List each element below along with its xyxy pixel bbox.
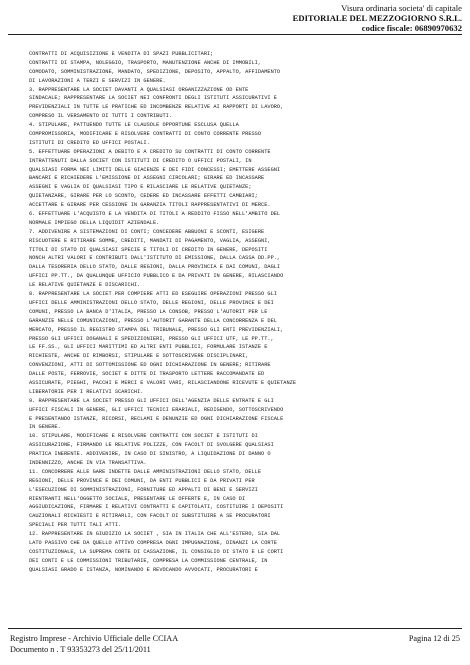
body-line: GARANZIE NELLE COMUNICAZIONI, PRESSO L'AUTORIT GARANTE DELLA CONCORRENZA E DEL xyxy=(29,317,277,324)
body-line: E PRESENTANDO ISTANZE, RICORSI, RECLAMI E DENUNZIE ED OGNI DICHIARAZIONE FISCALE xyxy=(29,415,284,422)
body-line: IN GENERE. xyxy=(29,424,61,431)
body-line: UFFICI DELLE AMMINISTRAZIONI DELLO STATO, DELLE REGIONI, DELLE PROVINCE E DEI xyxy=(29,299,274,306)
body-line: CONTRATTI DI STAMPA, NOLEGGIO, TRASPORTO, MANUTENZIONE ANCHE DI IMMOBILI, xyxy=(29,59,262,66)
body-line: RIENTRANTI NELL'OGGETTO SOCIALE, PRESENTARE LE OFFERTE E, IN CASO DI xyxy=(29,495,246,502)
body-line: QUALSIASI GRADO E ISTANZA, NOMINANDO E REVOCANDO AVVOCATI, PROCURATORI E xyxy=(29,566,258,573)
body-line: DI LAVORAZIONI A TERZI E SERVIZI IN GENERE. xyxy=(29,77,166,84)
body-line: RICHIESTE, ANCHE DI RIMBORSI, STIPULARE E SOTTOSCRIVERE DISCIPLINARI, xyxy=(29,353,249,360)
body-line: LIBERATORIE PER I RELATIVI SCARICHI. xyxy=(29,388,144,395)
fiscal-code: codice fiscale: 06890970632 xyxy=(361,23,462,33)
body-line: COMPRESO IL VERSAMENTO DI TUTTI I CONTRIBUTI. xyxy=(29,113,173,120)
body-line: 6. EFFETTUARE L'ACQUISTO E LA VENDITA DI TITOLI A REDDITO FISSO NELL'AMBITO DEL xyxy=(29,211,281,218)
body-line: CONVENZIONI, ATTI DI SOTTOMISSIONE ED OGNI DICHIARAZIONE IN GENERE; RITIRARE xyxy=(29,362,271,369)
body-line: 7. ADDIVENIRE A SISTEMAZIONI DI CONTI; CONCEDERE ABBUONI E SCONTI, ESIGERE xyxy=(29,228,265,235)
body-line: 3. RAPPRESENTARE LA SOCIET DAVANTI A QUALSIASI ORGANIZZAZIONE OD ENTE xyxy=(29,86,249,93)
body-line: UFFICI PP.TT., DA QUALUNQUE UFFICIO PUBBLICO E DA PRIVATI IN GENERE, RILASCIANDO xyxy=(29,273,284,280)
body-line: 4. STIPULARE, PATTUENDO TUTTE LE CLAUSOLE OPPORTUNE ESCLUSA QUELLA xyxy=(29,122,239,129)
body-line: SINDACALE; RAPPRESENTARE LA SOCIET NEI CONFRONTI DEGLI ISTITUTI ASSICURATIVI E xyxy=(29,95,277,102)
header-divider xyxy=(8,34,462,35)
body-line: L'ESECUZIONE DI SOMMINISTRAZIONI, FORNITURE ED APPALTI DI BENI E SERVIZI xyxy=(29,486,258,493)
body-line: 10. STIPULARE, MODIFICARE E RISOLVERE CONTRATTI CON SOCIET E ISTITUTI DI xyxy=(29,433,258,440)
document-type: Visura ordinaria societa' di capitale xyxy=(341,3,462,13)
body-line: ACCETTARE E GIRARE PER CESSIONE IN GARANZIA TITOLI RAPPRESENTATIVI DI MERCE. xyxy=(29,202,271,209)
body-line: PRATICA INERENTE. ADDIVENIRE, IN CASO DI SINISTRO, A LIQUIDAZIONE DI DANNO O xyxy=(29,451,271,458)
body-line: DALLA TESORERIA DELLO STATO, DALLE REGIONI, DALLA PROVINCIA E DAI COMUNI, DAGLI xyxy=(29,264,281,271)
body-line: CONTRATTI DI ACQUISIZIONE E VENDITA DI SPAZI PUBBLICITARI; xyxy=(29,51,214,57)
body-line: UFFICI FISCALI IN GENERE, GLI UFFICI TECNICI ERARIALI, REDIGENDO, SOTTOSCRIVENDO xyxy=(29,406,284,413)
body-line: RISCUOTERE E RITIRARE SOMME, CREDITI, MANDATI DI PAGAMENTO, VAGLIA, ASSEGNI, xyxy=(29,237,271,244)
body-line: ASSEGNI E VAGLIA DI QUALSIASI TIPO E RILASCIARE LE RELATIVE QUIETANZE; xyxy=(29,184,252,191)
body-line: COMPROMISSORIA, MODIFICARE E RISOLVERE CONTRATTI DI CONTO CORRENTE PRESSO xyxy=(29,131,262,138)
body-line: REGIONI, DELLE PROVINCE E DEI COMUNI, DA ENTI PUBBLICI E DA PRIVATI PER xyxy=(29,477,255,484)
body-line: AGGIUDICAZIONE, FIRMARE I RELATIVI CONTRATTI E CAPITOLATI, COSTITUIRE I DEPOSITI xyxy=(29,504,284,511)
body-line: CAUZIONALI RICHIESTI E RITIRARLI, CON FACOLT DI SUBSTITUIRE A SE PROCURATORI xyxy=(29,513,271,520)
body-line: LE FF.SS., GLI UFFICI MARITTIMI ED ALTRI ENTI PUBBLICI, FORMULARE ISTANZE E xyxy=(29,344,268,351)
registry-label: Registro Imprese - Archivio Ufficiale delle CCIAA xyxy=(10,634,179,643)
body-line: INDENNIZZO, ANCHE IN VIA TRANSATTIVA. xyxy=(29,459,147,466)
body-line: COMUNI, PRESSO LA BANCA D'ITALIA, PRESSO LA CONSOB, PRESSO L'AUTORIT PER LE xyxy=(29,308,268,315)
body-line: NORMALE IMPIEGO DELLA LIQUIDIT AZIENDALE. xyxy=(29,219,160,226)
document-number: Documento n . T 93353273 del 25/11/2011 xyxy=(10,645,151,654)
body-line: PRESSO GLI UFFICI DOGANALI E SPEDIZIONIERI, PRESSO GLI UFFICI UTF, LE PP.TT., xyxy=(29,335,274,342)
body-line: ASSICURATE, PIEGHI, PACCHI E MERCI E VALORI VARI, RILASCIANDONE RICEVUTE E QUIETANZE xyxy=(29,379,297,386)
footer-left xyxy=(10,633,178,655)
footer-divider xyxy=(8,628,462,629)
footer-right xyxy=(409,633,460,644)
company-name: EDITORIALE DEL MEZZOGIORNO S.R.L. xyxy=(292,13,462,23)
body-line: 5. EFFETTUARE OPERAZIONI A DEBITO E A CREDITO SU CONTRATTI DI CONTO CORRENTE xyxy=(29,148,271,155)
page-header xyxy=(293,3,462,33)
body-line: 8. RAPPRESENTARE LA SOCIET PER COMPIERE ATTI ED ESEGUIRE OPERAZIONI PRESSO GLI xyxy=(29,291,277,298)
body-line: DALLE POSTE, FERROVIE, SOCIET E DITTE DI TRASPORTO LETTERE RACCOMANDATE ED xyxy=(29,371,265,378)
page-number: Pagina 12 di 25 xyxy=(408,634,460,643)
body-line: LATO PASSIVO CHE DA QUELLO ATTIVO COMPRESA OGNI IMPUGNAZIONE, DINANZI LA CORTE xyxy=(29,539,277,546)
body-line: ISTITUTI DI CREDITO ED UFFICI POSTALI. xyxy=(29,139,150,146)
body-line: NONCH ALTRI VALORI E CONTRIBUTI DALL'ISTITUTO DI EMISSIONE, DALLA CASSA DD.PP., xyxy=(29,255,281,262)
body-line: MERCATO, PRESSO IL REGISTRO STAMPA DEL TRIBUNALE, PRESSO GLI ENTI PREVIDENZIALI, xyxy=(29,326,284,333)
body-line: DEI CONTI E LE COMMISSIONI TRIBUTARIE, COMPRESA LA COMMISSIONE CENTRALE, IN xyxy=(29,557,268,564)
body-line: TITOLI DI STATO DI QUALSIASI SPECIE E TITOLI DI CREDITO IN GENERE, DEPOSITI xyxy=(29,246,268,253)
body-line: ASSICURAZIONE, FIRMANDO LE RELATIVE POLIZZE, CON FACOLT DI SVOLGERE QUALSIASI xyxy=(29,442,274,449)
body-line: 9. RAPPRESENTARE LA SOCIET PRESSO GLI UFFICI DELL'AGENZIA DELLE ENTRATE E GLI xyxy=(29,397,274,404)
document-body xyxy=(29,50,438,575)
body-line: SPECIALI PER TUTTI TALI ATTI. xyxy=(29,522,122,529)
body-line: PREVIDENZIALI IN TUTTE LE PRATICHE ED INCOMBENZE RELATIVE AI RAPPORTI DI LAVORO, xyxy=(29,104,284,111)
body-line: BANCARI E RICHIEDERE L'EMISSIONE DI ASSEGNI CIRCOLARI; GIRARE ED INCASSARE xyxy=(29,175,265,182)
body-line: 11. CONCORRERE ALLE GARE INDETTE DALLE AMMINISTRAZIONI DELLO STATO, DELLE xyxy=(29,468,262,475)
body-line: 12. RAPPRESENTARE IN GIUDIZIO LA SOCIET , SIA IN ITALIA CHE ALL'ESTERO, SIA DAL xyxy=(29,531,281,538)
body-line: QUALSIASI FORMA NEI LIMITI DELLE GIACENZE E DEI FIDI CONCESSI; EMETTERE ASSEGNI xyxy=(29,166,281,173)
body-line: LE RELATIVE QUIETANZE E DISCARICHI. xyxy=(29,282,141,289)
body-line: INTRATTENUTI DALLA SOCIET CON ISTITUTI DI CREDITO O UFFICI POSTALI, IN xyxy=(29,157,252,164)
body-line: QUIETANZARE, GIRARE PER LO SCONTO, CEDERE ED INCASSARE EFFETTI CAMBIARI; xyxy=(29,193,258,200)
body-line: COMODATO, SOMMINISTRAZIONE, MANDATO, SPEDIZIONE, DEPOSITO, APPALTO, AFFIDAMENTO xyxy=(29,68,281,75)
body-line: COSTITUZIONALE, LA SUPREMA CORTE DI CASSAZIONE, IL CONSIGLIO DI STATO E LE CORTI xyxy=(29,548,284,555)
